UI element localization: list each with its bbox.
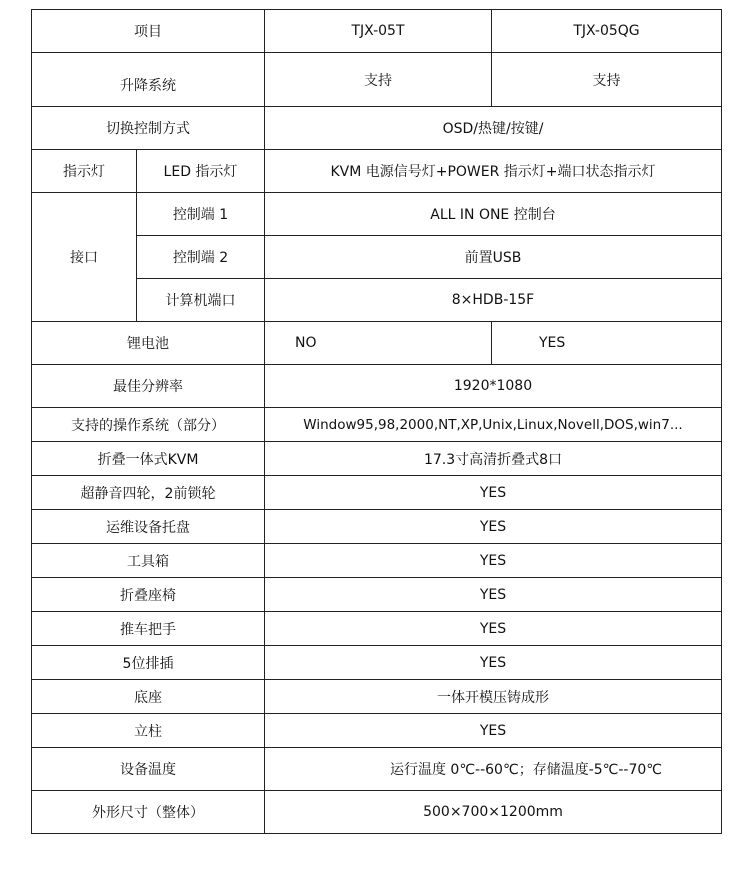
- table-row: [32, 10, 722, 53]
- cell-value: 500×700×1200mm: [265, 791, 722, 834]
- cell-value: YES: [265, 646, 722, 680]
- cell-value: YES: [265, 510, 722, 544]
- table-row: [32, 408, 722, 442]
- row-label: 设备温度: [32, 748, 265, 791]
- table-row: [32, 714, 722, 748]
- row-label: 外形尺寸（整体）: [32, 791, 265, 834]
- row-label: 计算机端口: [137, 279, 265, 322]
- row-label: 工具箱: [32, 544, 265, 578]
- cell-value: 支持: [265, 53, 492, 107]
- row-label: 折叠座椅: [32, 578, 265, 612]
- cell-value: YES: [265, 544, 722, 578]
- row-label: 底座: [32, 680, 265, 714]
- row-label: 运维设备托盘: [32, 510, 265, 544]
- row-label: 最佳分辨率: [32, 365, 265, 408]
- cell-value: YES: [265, 476, 722, 510]
- row-label: 折叠一体式KVM: [32, 442, 265, 476]
- table-row: [32, 680, 722, 714]
- cell-value: 运行温度 0℃--60℃；存储温度-5℃--70℃: [265, 748, 722, 791]
- cell-value: YES: [265, 578, 722, 612]
- cell-value: 一体开模压铸成形: [265, 680, 722, 714]
- cell-value: 支持: [492, 53, 722, 107]
- row-label: 支持的操作系统（部分）: [32, 408, 265, 442]
- spec-table: [31, 9, 722, 834]
- cell-value: Window95,98,2000,NT,XP,Unix,Linux,Novell,DOS,win7...: [265, 408, 722, 442]
- row-label: 立柱: [32, 714, 265, 748]
- row-group-label: 接口: [32, 193, 137, 322]
- table-row: [32, 107, 722, 150]
- table-row: [32, 544, 722, 578]
- table-row: [32, 193, 722, 236]
- row-label: 锂电池: [32, 322, 265, 365]
- cell-value: 8×HDB-15F: [265, 279, 722, 322]
- cell-value: YES: [265, 612, 722, 646]
- cell-value: NO: [265, 322, 492, 365]
- table-row: [32, 748, 722, 791]
- row-label: 控制端 1: [137, 193, 265, 236]
- table-row: [32, 442, 722, 476]
- row-label: LED 指示灯: [137, 150, 265, 193]
- cell-value: YES: [265, 714, 722, 748]
- row-label: 控制端 2: [137, 236, 265, 279]
- cell-value: 前置USB: [265, 236, 722, 279]
- cell-value: 1920*1080: [265, 365, 722, 408]
- table-row: [32, 791, 722, 834]
- cell-value: KVM 电源信号灯+POWER 指示灯+端口状态指示灯: [265, 150, 722, 193]
- cell-value: YES: [492, 322, 722, 365]
- cell-value: ALL IN ONE 控制台: [265, 193, 722, 236]
- table-row: [32, 322, 722, 365]
- row-label: 切换控制方式: [32, 107, 265, 150]
- table-row: [32, 612, 722, 646]
- table-row: [32, 150, 722, 193]
- row-label: 推车把手: [32, 612, 265, 646]
- cell-value: 17.3寸高清折叠式8口: [265, 442, 722, 476]
- table-row: [32, 476, 722, 510]
- header-item: 项目: [32, 10, 265, 53]
- table-row: [32, 510, 722, 544]
- header-model-b: TJX-05QG: [492, 10, 722, 53]
- header-model-a: TJX-05T: [265, 10, 492, 53]
- table-row: [32, 365, 722, 408]
- row-label: 升降系统: [32, 53, 265, 107]
- row-label: 5位排插: [32, 646, 265, 680]
- table-row: [32, 53, 722, 107]
- table-row: [32, 578, 722, 612]
- row-label: 超静音四轮，2前锁轮: [32, 476, 265, 510]
- table-row: [32, 646, 722, 680]
- row-group-label: 指示灯: [32, 150, 137, 193]
- cell-value: OSD/热键/按键/: [265, 107, 722, 150]
